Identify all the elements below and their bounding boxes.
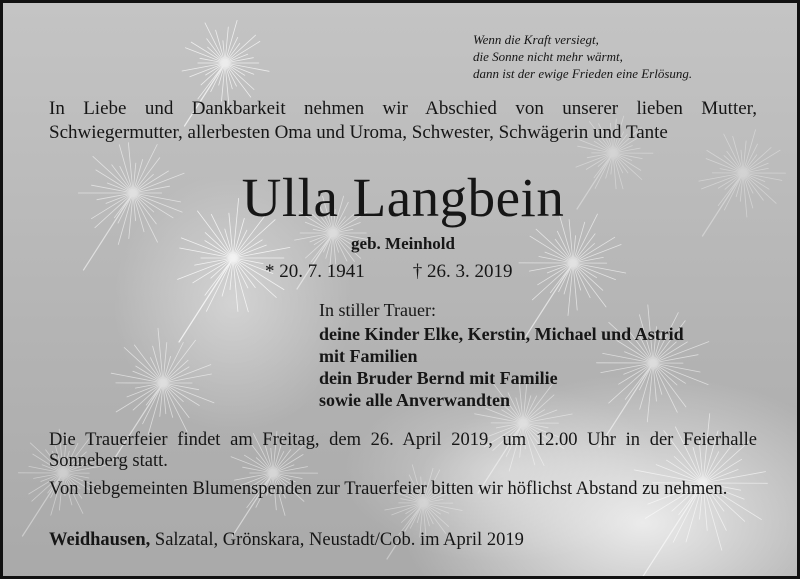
quote-line: Wenn die Kraft versiegt, [473,32,599,47]
place-bold: Weidhausen, [49,530,151,550]
flowers-info: Von liebgemeinten Blumenspenden zur Trauerfeier bitten wir höflichst Abstand zu nehmen. [49,479,728,499]
birth-name: geb. Meinhold [351,234,455,253]
intro-line-2: Schwiegermutter, allerbesten Oma und Uroma, Schwester, Schwägerin und Tante [49,122,668,143]
mourner-line: sowie alle Anverwandten [319,390,510,410]
birth-date: * 20. 7. 1941 [265,261,365,282]
place-rest: Salzatal, Grönskara, Neustadt/Cob. im April 2019 [150,530,524,550]
quote-line: die Sonne nicht mehr wärmt, [473,49,623,64]
quote-line: dann ist der ewige Frieden eine Erlösung. [473,66,693,81]
mourners-list [319,323,684,411]
intro-line-1: In Liebe und Dankbarkeit nehmen wir Abschied von unserer lieben Mutter, [49,98,757,119]
life-dates [265,260,513,284]
death-date: † 26. 3. 2019 [412,261,513,282]
mourner-line: deine Kinder Elke, Kerstin, Michael und Astrid [319,324,684,344]
place-and-date [49,529,524,551]
funeral-info: Die Trauerfeier findet am Freitag, dem 26. April 2019, um 12.00 Uhr in der Feierhalle Sonneberg statt. [49,430,757,471]
deceased-name: Ulla Langbein [241,167,565,228]
mourners-lead: In stiller Trauer: [319,300,436,320]
mourner-line: mit Familien [319,346,418,366]
quote-block [473,31,755,82]
mourner-line: dein Bruder Bernd mit Familie [319,368,558,388]
